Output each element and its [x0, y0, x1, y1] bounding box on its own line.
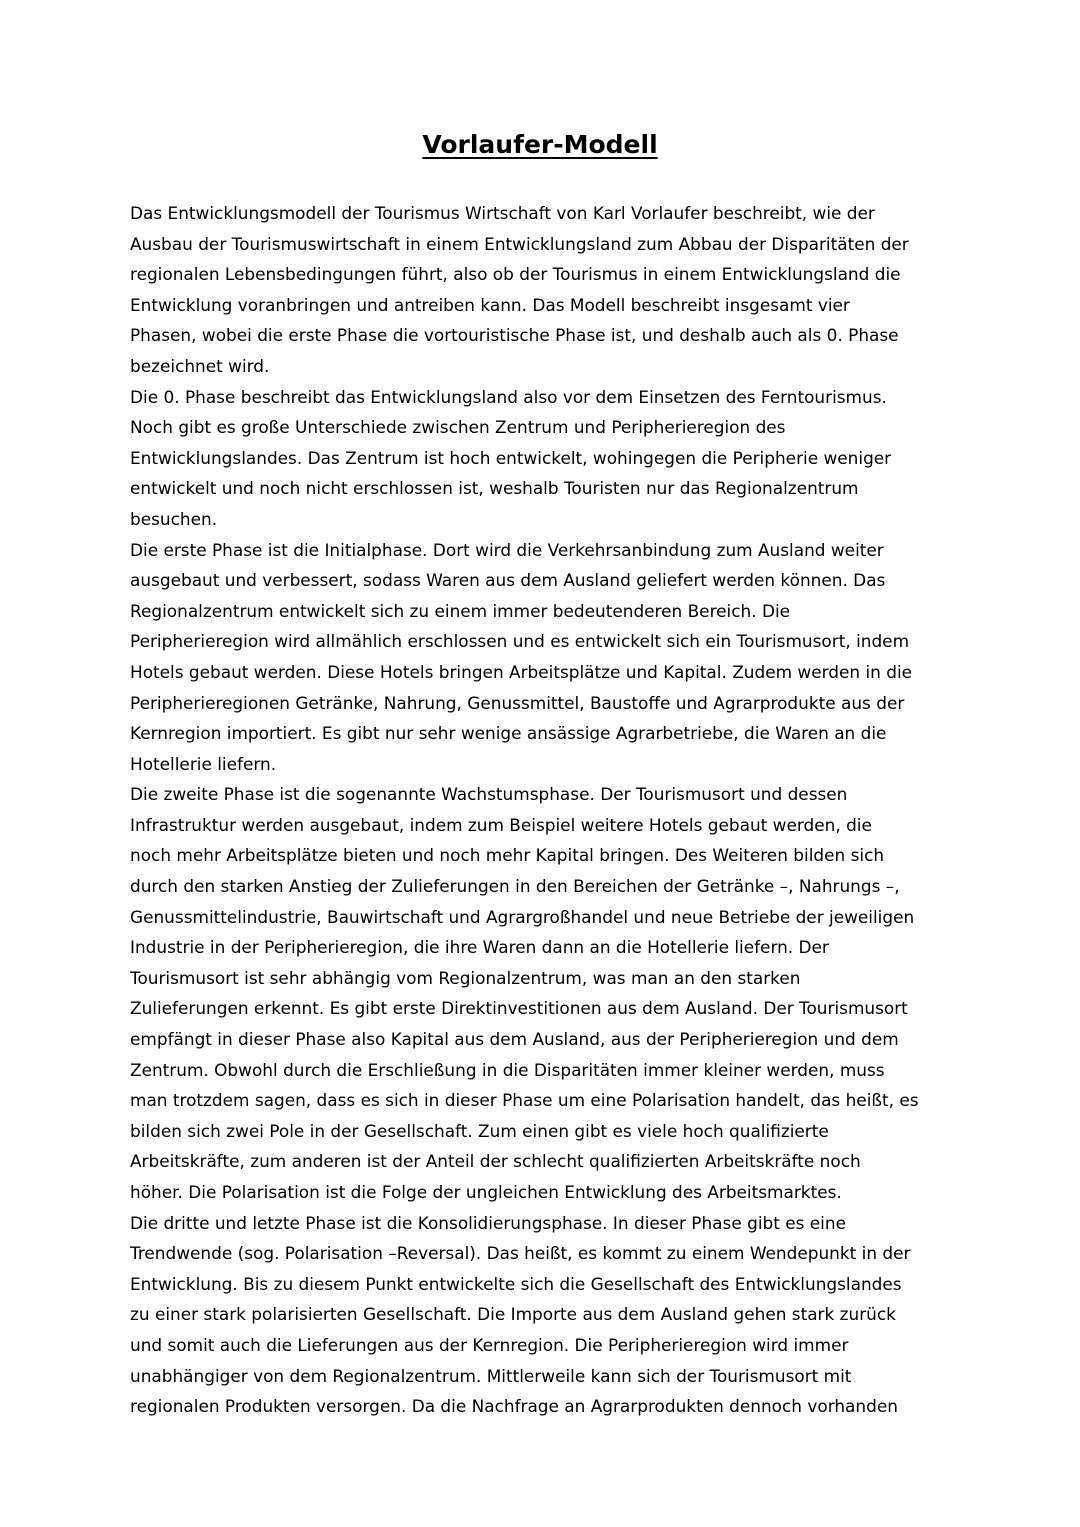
text-line: Arbeitskräfte, zum anderen ist der Anteil der schlecht qualifizierten Arbeitskräfte noch	[130, 1151, 861, 1172]
text-line: Genussmittelindustrie, Bauwirtschaft und Agrargroßhandel und neue Betriebe der jeweiligen	[130, 906, 915, 927]
document-body	[130, 198, 960, 1422]
text-line: Peripherieregion wird allmählich erschlossen und es entwickelt sich ein Tourismusort, indem	[130, 631, 910, 652]
text-line: Hotellerie liefern.	[130, 753, 277, 774]
text-line: bilden sich zwei Pole in der Gesellschaft. Zum einen gibt es viele hoch qualifizierte	[130, 1120, 829, 1141]
text-line: regionalen Lebensbedingungen führt, also ob der Tourismus in einem Entwicklungsland die	[130, 264, 901, 285]
text-line: Die 0. Phase beschreibt das Entwicklungsland also vor dem Einsetzen des Ferntourismus.	[130, 386, 887, 407]
text-line: bezeichnet wird.	[130, 355, 270, 376]
text-line: Entwicklungslandes. Das Zentrum ist hoch entwickelt, wohingegen die Peripherie weniger	[130, 447, 892, 468]
text-line: Trendwende (sog. Polarisation –Reversal). Das heißt, es kommt zu einem Wendepunkt in der	[130, 1243, 911, 1264]
text-line: Zulieferungen erkennt. Es gibt erste Direktinvestitionen aus dem Ausland. Der Tourismusort	[130, 998, 908, 1019]
text-line: Ausbau der Tourismuswirtschaft in einem Entwicklungsland zum Abbau der Disparitäten der	[130, 233, 909, 254]
text-line: Regionalzentrum entwickelt sich zu einem immer bedeutenderen Bereich. Die	[130, 600, 791, 621]
text-line: und somit auch die Lieferungen aus der Kernregion. Die Peripherieregion wird immer	[130, 1334, 849, 1355]
text-line: Phasen, wobei die erste Phase die vortouristische Phase ist, und deshalb auch als 0. Phase	[130, 325, 899, 346]
text-line: Die erste Phase ist die Initialphase. Dort wird die Verkehrsanbindung zum Ausland weiter	[130, 539, 884, 560]
text-line: unabhängiger von dem Regionalzentrum. Mittlerweile kann sich der Tourismusort mit	[130, 1365, 852, 1386]
text-line: Das Entwicklungsmodell der Tourismus Wirtschaft von Karl Vorlaufer beschreibt, wie der	[130, 203, 875, 223]
text-line: Entwicklung voranbringen und antreiben kann. Das Modell beschreibt insgesamt vier	[130, 294, 850, 315]
text-line: zu einer stark polarisierten Gesellschaft. Die Importe aus dem Ausland gehen stark zurück	[130, 1304, 896, 1325]
text-line: man trotzdem sagen, dass es sich in dieser Phase um eine Polarisation handelt, das heißt, es	[130, 1090, 919, 1111]
text-line: Industrie in der Peripherieregion, die ihre Waren dann an die Hotellerie liefern. Der	[130, 937, 829, 958]
text-line: entwickelt und noch nicht erschlossen ist, weshalb Touristen nur das Regionalzentrum	[130, 478, 859, 499]
text-line: Noch gibt es große Unterschiede zwischen Zentrum und Peripherieregion des	[130, 417, 786, 438]
text-line: Infrastruktur werden ausgebaut, indem zum Beispiel weitere Hotels gebaut werden, die	[130, 814, 872, 835]
text-line: noch mehr Arbeitsplätze bieten und noch mehr Kapital bringen. Des Weiteren bilden sich	[130, 845, 885, 866]
text-line: Peripherieregionen Getränke, Nahrung, Genussmittel, Baustoffe und Agrarprodukte aus der	[130, 692, 905, 713]
text-line: Hotels gebaut werden. Diese Hotels bringen Arbeitsplätze und Kapital. Zudem werden in die	[130, 661, 913, 682]
text-line: empfängt in dieser Phase also Kapital aus dem Ausland, aus der Peripherieregion und dem	[130, 1029, 899, 1050]
text-line: Entwicklung. Bis zu diesem Punkt entwickelte sich die Gesellschaft des Entwicklungslandes	[130, 1273, 902, 1294]
text-line: besuchen.	[130, 508, 218, 529]
text-line: regionalen Produkten versorgen. Da die Nachfrage an Agrarprodukten dennoch vorhanden	[130, 1396, 898, 1417]
text-line: Die dritte und letzte Phase ist die Konsolidierungsphase. In dieser Phase gibt es eine	[130, 1212, 846, 1233]
text-line: durch den starken Anstieg der Zulieferungen in den Bereichen der Getränke –, Nahrungs –,	[130, 876, 900, 897]
text-line: Tourismusort ist sehr abhängig vom Regionalzentrum, was man an den starken	[130, 967, 801, 988]
document-title: Vorlaufer-Modell	[422, 130, 658, 159]
text-line: Die zweite Phase ist die sogenannte Wachstumsphase. Der Tourismusort und dessen	[130, 784, 848, 805]
text-line: höher. Die Polarisation ist die Folge der ungleichen Entwicklung des Arbeitsmarktes.	[130, 1182, 842, 1202]
text-line: ausgebaut und verbessert, sodass Waren aus dem Ausland geliefert werden können. Das	[130, 570, 886, 591]
text-line: Zentrum. Obwohl durch die Erschließung in die Disparitäten immer kleiner werden, muss	[130, 1059, 885, 1080]
text-line: Kernregion importiert. Es gibt nur sehr wenige ansässige Agrarbetriebe, die Waren an die	[130, 723, 887, 744]
